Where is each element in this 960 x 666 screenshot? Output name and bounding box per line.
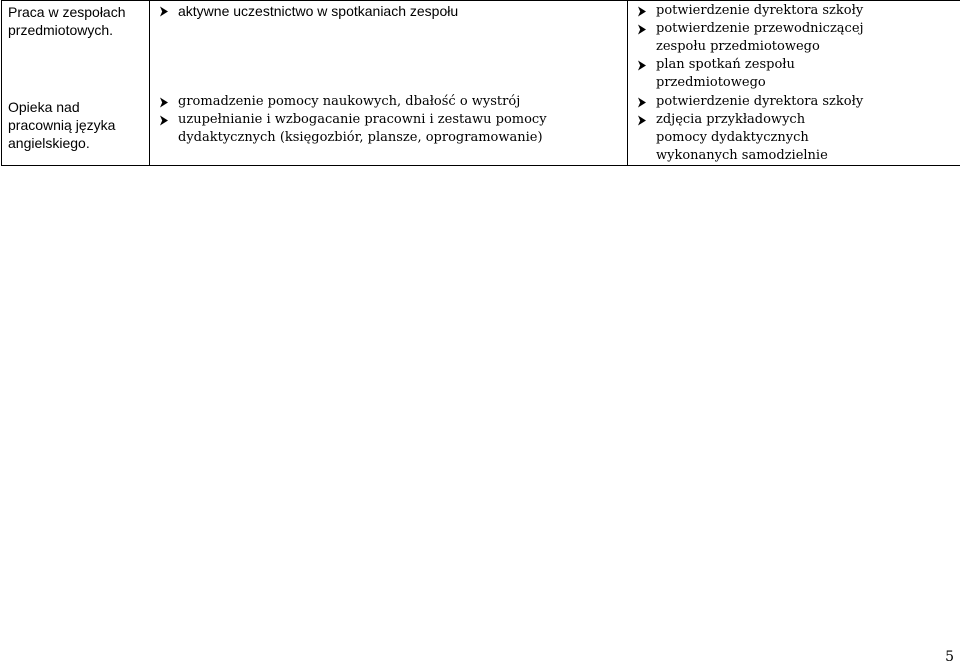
- activity-cell: [2, 1, 150, 166]
- evidence-cell: [628, 1, 960, 166]
- task-text: uzupełnianie i wzbogacanie pracowni i zestawu pomocy dydaktycznych (księgozbiór, plansze, oprogramowanie): [178, 112, 547, 145]
- activity-line: angielskiego.: [8, 135, 90, 151]
- evidence-text: potwierdzenie przewodniczącej zespołu przedmiotowego: [656, 21, 864, 54]
- arrowhead-bullet-icon: [628, 93, 656, 108]
- activity-line: pracownią języka: [8, 117, 116, 133]
- activity-team-work: [8, 3, 145, 98]
- tasks-cell: [150, 1, 628, 166]
- evidence-group: [628, 93, 960, 165]
- list-item: [150, 93, 627, 111]
- tasks-group: [150, 93, 627, 147]
- arrowhead-bullet-icon: [150, 111, 178, 126]
- activity-table: [1, 0, 960, 166]
- list-item: [150, 111, 627, 147]
- evidence-group: [628, 2, 960, 93]
- table-row: [2, 1, 960, 166]
- evidence-text: plan spotkań zespołu przedmiotowego: [656, 57, 795, 90]
- arrowhead-bullet-icon: [628, 56, 656, 71]
- activity-line: przedmiotowych.: [8, 22, 114, 38]
- list-item: [628, 56, 960, 92]
- task-text: aktywne uczestnictwo w spotkaniach zespołu: [178, 3, 459, 19]
- list-item: [628, 111, 960, 165]
- arrowhead-bullet-icon: [150, 2, 178, 17]
- list-item: [628, 20, 960, 56]
- evidence-text: zdjęcia przykładowych pomocy dydaktycznych wykonanych samodzielnie: [656, 112, 828, 163]
- arrowhead-bullet-icon: [628, 2, 656, 17]
- tasks-group: [150, 2, 627, 93]
- evidence-text: potwierdzenie dyrektora szkoły: [656, 3, 864, 18]
- activity-line: Opieka nad: [8, 99, 80, 115]
- activity-lab-care: [8, 98, 145, 152]
- list-item: [150, 2, 627, 20]
- activity-line: Praca w zespołach: [8, 4, 126, 20]
- page-number: 5: [945, 649, 954, 665]
- arrowhead-bullet-icon: [628, 111, 656, 126]
- arrowhead-bullet-icon: [628, 20, 656, 35]
- evidence-text: potwierdzenie dyrektora szkoły: [656, 94, 864, 109]
- list-item: [628, 93, 960, 111]
- arrowhead-bullet-icon: [150, 93, 178, 108]
- task-text: gromadzenie pomocy naukowych, dbałość o wystrój: [178, 94, 521, 109]
- list-item: [628, 2, 960, 20]
